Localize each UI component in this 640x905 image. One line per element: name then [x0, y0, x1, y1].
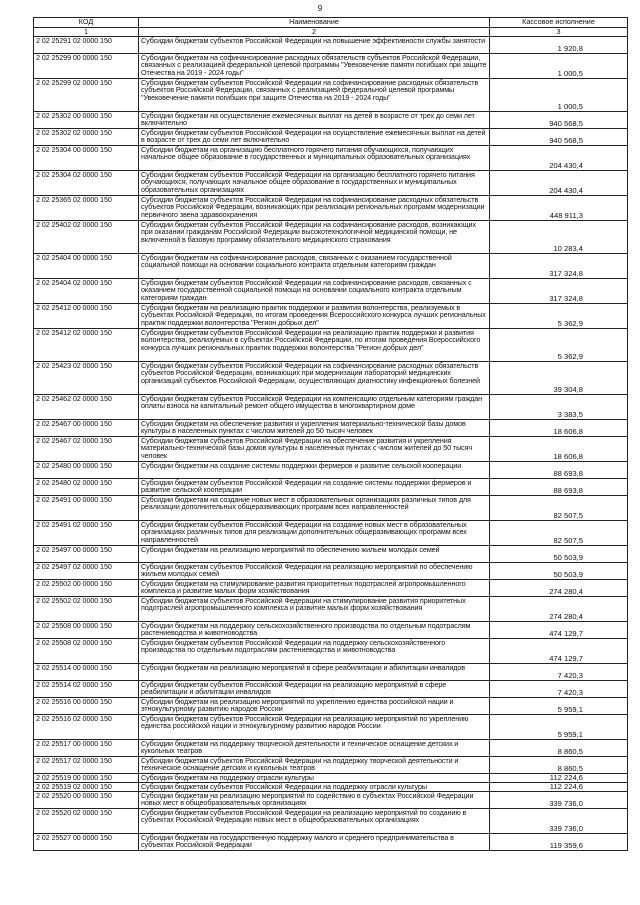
row-code: 2 02 25480 00 0000 150 [34, 461, 139, 478]
row-amount: 5 362,9 [490, 328, 628, 361]
row-amount: 10 283,4 [490, 220, 628, 253]
row-name: Субсидии бюджетам на осуществление ежемесячных выплат на детей в возрасте от трех до семи лет включительно [139, 111, 490, 128]
row-code: 2 02 25299 00 0000 150 [34, 53, 139, 78]
table-row [34, 697, 628, 714]
table-row [34, 195, 628, 220]
table-row [34, 680, 628, 697]
table-row [34, 170, 628, 195]
header-row [34, 18, 628, 28]
table-row [34, 808, 628, 833]
row-name: Субсидии бюджетам субъектов Российской Федерации на создание системы поддержки фермеров и развитие сельской кооперации [139, 478, 490, 495]
row-amount: 274 280,4 [490, 596, 628, 621]
row-code: 2 02 25520 02 0000 150 [34, 808, 139, 833]
table-row [34, 128, 628, 145]
row-amount: 50 503,9 [490, 545, 628, 562]
row-amount: 50 503,9 [490, 562, 628, 579]
row-name: Субсидии бюджетам субъектов Российской Федерации на компенсацию отдельным категориям граждан оплаты взноса на капитальный ремонт общего имущества в многоквартирном доме [139, 394, 490, 419]
row-amount: 18 606,8 [490, 419, 628, 436]
row-amount: 474 129,7 [490, 638, 628, 663]
row-name: Субсидии бюджетам субъектов Российской Федерации на софинансирование расходных обязательств субъектов Российской Федерации, возникающих при модернизации лабораторий медицинских организаций субъектов Российской Федерации, осуществляющих диагностику инфекционных болезней [139, 361, 490, 394]
row-code: 2 02 25462 02 0000 150 [34, 394, 139, 419]
row-amount: 317 324,8 [490, 253, 628, 278]
row-code: 2 02 25497 02 0000 150 [34, 562, 139, 579]
row-name: Субсидии бюджетам субъектов Российской Федерации на софинансирование расходных обязательств субъектов Российской Федерации, связанных с реализацией федеральной целевой программы "Увековечение памяти погибших при защите Отечества на 2019 - 2024 годы" [139, 78, 490, 111]
table-row [34, 596, 628, 621]
row-amount: 82 507,5 [490, 520, 628, 545]
row-name: Субсидии бюджетам на реализацию мероприятий в сфере реабилитации и абилитации инвалидов [139, 663, 490, 680]
table-row [34, 253, 628, 278]
row-name: Субсидии бюджетам субъектов Российской Федерации на реализацию мероприятий по созданию в субъектах Российской Федерации новых мест в общеобразовательных организациях [139, 808, 490, 833]
row-name: Субсидии бюджетам субъектов Российской Федерации на поддержку отрасли культуры [139, 782, 490, 791]
table-row [34, 833, 628, 850]
header-name: Наименование [139, 18, 490, 28]
row-amount: 317 324,8 [490, 278, 628, 303]
row-code: 2 02 25508 02 0000 150 [34, 638, 139, 663]
row-name: Субсидии бюджетам субъектов Российской Федерации на повышение эффективности службы занятости [139, 36, 490, 53]
row-code: 2 02 25491 02 0000 150 [34, 520, 139, 545]
row-amount: 112 224,6 [490, 782, 628, 791]
header-code: КОД [34, 18, 139, 28]
row-name: Субсидии бюджетам субъектов Российской Федерации на софинансирование расходных обязательств субъектов Российской Федерации, возникающих при реализации региональных программ модернизации первичного звена здравоохранения [139, 195, 490, 220]
row-name: Субсидии бюджетам на создание новых мест в образовательных организациях различных типов для реализации дополнительных общеразвивающих программ всех направленностей [139, 495, 490, 520]
row-code: 2 02 25502 00 0000 150 [34, 579, 139, 596]
row-amount: 119 359,6 [490, 833, 628, 850]
row-code: 2 02 25517 00 0000 150 [34, 739, 139, 756]
row-name: Субсидии бюджетам на реализацию мероприятий по укреплению единства российской нации и этнокультурному развитию народов России [139, 697, 490, 714]
row-amount: 5 959,1 [490, 714, 628, 739]
table-row [34, 520, 628, 545]
table-row [34, 278, 628, 303]
table-row [34, 495, 628, 520]
row-name: Субсидии бюджетам на реализацию мероприятий по обеспечению жильем молодых семей [139, 545, 490, 562]
table-row [34, 111, 628, 128]
row-code: 2 02 25520 00 0000 150 [34, 791, 139, 808]
row-name: Субсидии бюджетам на реализацию мероприятий по содействию в субъектах Российской Федерации новых мест в общеобразовательных организациях [139, 791, 490, 808]
row-code: 2 02 25304 02 0000 150 [34, 170, 139, 195]
table-row [34, 220, 628, 253]
row-amount: 339 736,0 [490, 808, 628, 833]
row-amount: 82 507,5 [490, 495, 628, 520]
header-amount: Кассовое исполнение [490, 18, 628, 28]
row-code: 2 02 25516 00 0000 150 [34, 697, 139, 714]
row-name: Субсидии бюджетам на реализацию практик поддержки и развития волонтерства, реализуемых в субъектах Российской Федерации, по итогам проведения Всероссийского конкурса лучших региональных практик поддержки волонтерства "Регион добрых дел" [139, 303, 490, 328]
row-amount: 1 000,5 [490, 78, 628, 111]
table-row [34, 328, 628, 361]
row-amount: 1 000,5 [490, 53, 628, 78]
row-amount: 1 920,8 [490, 36, 628, 53]
table-row [34, 773, 628, 782]
row-name: Субсидии бюджетам субъектов Российской Федерации на организацию бесплатного горячего питания обучающихся, получающих начальное общее образование в государственных и муниципальных образовательных организациях [139, 170, 490, 195]
row-name: Субсидии бюджетам субъектов Российской Федерации на создание новых мест в образовательных организациях различных типов для реализации дополнительных общеразвивающих программ всех направленностей [139, 520, 490, 545]
row-name: Субсидии бюджетам на поддержку творческой деятельности и техническое оснащение детских и кукольных театров [139, 739, 490, 756]
table-row [34, 303, 628, 328]
row-name: Субсидии бюджетам субъектов Российской Федерации на реализацию мероприятий по обеспечению жильем молодых семей [139, 562, 490, 579]
row-amount: 274 280,4 [490, 579, 628, 596]
table-row [34, 394, 628, 419]
row-amount: 8 860,5 [490, 739, 628, 756]
row-name: Субсидии бюджетам субъектов Российской Федерации на реализацию мероприятий по укреплению единства российской нации и этнокультурному развитию народов России [139, 714, 490, 739]
column-index: 3 [490, 28, 628, 37]
row-code: 2 02 25302 02 0000 150 [34, 128, 139, 145]
row-amount: 18 606,8 [490, 436, 628, 461]
row-amount: 7 420,3 [490, 680, 628, 697]
row-code: 2 02 25517 02 0000 150 [34, 756, 139, 773]
row-name: Субсидии бюджетам на софинансирование расходов, связанных с оказанием государственной социальной помощи на основании социального контракта отдельным категориям граждан [139, 253, 490, 278]
row-name: Субсидии бюджетам субъектов Российской Федерации на стимулирование развития приоритетных подотраслей агропромышленного комплекса и развитие малых форм хозяйствования [139, 596, 490, 621]
row-code: 2 02 25527 00 0000 150 [34, 833, 139, 850]
table-row [34, 663, 628, 680]
table-row [34, 545, 628, 562]
row-code: 2 02 25304 00 0000 150 [34, 145, 139, 170]
table-body [34, 36, 628, 850]
table-row [34, 361, 628, 394]
row-name: Субсидии бюджетам субъектов Российской Федерации на софинансирование расходов, связанных с оказанием государственной социальной помощи на основании социального контракта отдельным категориям граждан [139, 278, 490, 303]
row-code: 2 02 25423 02 0000 150 [34, 361, 139, 394]
row-name: Субсидии бюджетам субъектов Российской Федерации на поддержку творческой деятельности и техническое оснащение детских и кукольных театров [139, 756, 490, 773]
row-amount: 5 959,1 [490, 697, 628, 714]
row-code: 2 02 25519 02 0000 150 [34, 782, 139, 791]
column-index: 2 [139, 28, 490, 37]
row-name: Субсидии бюджетам субъектов Российской Федерации на реализацию мероприятий в сфере реабилитации и абилитации инвалидов [139, 680, 490, 697]
row-code: 2 02 25402 02 0000 150 [34, 220, 139, 253]
budget-table [33, 17, 628, 851]
row-name: Субсидии бюджетам на организацию бесплатного горячего питания обучающихся, получающих начальное общее образование в государственных и муниципальных образовательных организациях [139, 145, 490, 170]
row-code: 2 02 25497 00 0000 150 [34, 545, 139, 562]
table-row [34, 791, 628, 808]
row-code: 2 02 25467 00 0000 150 [34, 419, 139, 436]
row-name: Субсидии бюджетам субъектов Российской Федерации на софинансирование расходов, возникающих при оказании гражданам Российской Федерации высокотехнологичной медицинской помощи, не включенной в базовую программу обязательного медицинского страхования [139, 220, 490, 253]
row-amount: 88 693,8 [490, 461, 628, 478]
row-amount: 474 129,7 [490, 621, 628, 638]
table-row [34, 436, 628, 461]
row-amount: 940 568,5 [490, 111, 628, 128]
row-name: Субсидии бюджетам на создание системы поддержки фермеров и развитие сельской кооперации [139, 461, 490, 478]
table-row [34, 638, 628, 663]
row-name: Субсидии бюджетам на государственную поддержку малого и среднего предпринимательства в субъектах Российской Федерации [139, 833, 490, 850]
row-code: 2 02 25412 02 0000 150 [34, 328, 139, 361]
table-row [34, 461, 628, 478]
row-name: Субсидии бюджетам на поддержку сельскохозяйственного производства по отдельным подотраслям растениеводства и животноводства [139, 621, 490, 638]
row-code: 2 02 25291 02 0000 150 [34, 36, 139, 53]
row-code: 2 02 25302 00 0000 150 [34, 111, 139, 128]
column-index: 1 [34, 28, 139, 37]
row-name: Субсидии бюджетам на софинансирование расходных обязательств субъектов Российской Федерации, связанных с реализацией федеральной целевой программы "Увековечение памяти погибших при защите Отечества на 2019 - 2024 годы" [139, 53, 490, 78]
column-index-row [34, 28, 628, 37]
row-name: Субсидии бюджетам субъектов Российской Федерации на обеспечение развития и укрепления материально-технической базы домов культуры в населенных пунктах с числом жителей до 50 тысяч человек [139, 436, 490, 461]
page-number: 9 [317, 4, 323, 13]
table-row [34, 78, 628, 111]
row-amount: 7 420,3 [490, 663, 628, 680]
row-code: 2 02 25491 00 0000 150 [34, 495, 139, 520]
row-amount: 339 736,0 [490, 791, 628, 808]
row-name: Субсидии бюджетам субъектов Российской Федерации на реализацию практик поддержки и развития волонтерства, реализуемых в субъектах Российской Федерации, по итогам проведения Всероссийского конкурса лучших региональных практик поддержки волонтерства "Регион добрых дел" [139, 328, 490, 361]
row-code: 2 02 25480 02 0000 150 [34, 478, 139, 495]
table-row [34, 621, 628, 638]
row-name: Субсидия бюджетам на поддержку отрасли культуры [139, 773, 490, 782]
row-code: 2 02 25516 02 0000 150 [34, 714, 139, 739]
table-row [34, 739, 628, 756]
row-code: 2 02 25404 00 0000 150 [34, 253, 139, 278]
row-amount: 204 430,4 [490, 170, 628, 195]
row-amount: 940 568,5 [490, 128, 628, 145]
row-code: 2 02 25467 02 0000 150 [34, 436, 139, 461]
row-name: Субсидии бюджетам на стимулирование развития приоритетных подотраслей агропромышленного комплекса и развитие малых форм хозяйствования [139, 579, 490, 596]
row-code: 2 02 25508 00 0000 150 [34, 621, 139, 638]
row-code: 2 02 25365 02 0000 150 [34, 195, 139, 220]
row-name: Субсидии бюджетам субъектов Российской Федерации на осуществление ежемесячных выплат на детей в возрасте от трех до семи лет включительно [139, 128, 490, 145]
row-code: 2 02 25514 02 0000 150 [34, 680, 139, 697]
table-row [34, 419, 628, 436]
row-code: 2 02 25412 00 0000 150 [34, 303, 139, 328]
table-row [34, 714, 628, 739]
row-amount: 112 224,6 [490, 773, 628, 782]
table-row [34, 145, 628, 170]
row-amount: 5 362,9 [490, 303, 628, 328]
row-code: 2 02 25404 02 0000 150 [34, 278, 139, 303]
table-row [34, 579, 628, 596]
row-name: Субсидии бюджетам субъектов Российской Федерации на поддержку сельскохозяйственного производства по отдельным подотраслям растениеводства и животноводства [139, 638, 490, 663]
table-row [34, 478, 628, 495]
row-amount: 8 860,5 [490, 756, 628, 773]
table-row [34, 562, 628, 579]
row-code: 2 02 25519 00 0000 150 [34, 773, 139, 782]
row-code: 2 02 25514 00 0000 150 [34, 663, 139, 680]
row-code: 2 02 25299 02 0000 150 [34, 78, 139, 111]
row-amount: 88 693,8 [490, 478, 628, 495]
row-amount: 3 383,5 [490, 394, 628, 419]
table-row [34, 756, 628, 773]
table-row [34, 782, 628, 791]
row-amount: 39 304,8 [490, 361, 628, 394]
table-row [34, 53, 628, 78]
row-code: 2 02 25502 02 0000 150 [34, 596, 139, 621]
row-amount: 448 911,3 [490, 195, 628, 220]
table-row [34, 36, 628, 53]
row-amount: 204 430,4 [490, 145, 628, 170]
row-name: Субсидии бюджетам на обеспечение развития и укрепления материально-технической базы домов культуры в населенных пунктах с числом жителей до 50 тысяч человек [139, 419, 490, 436]
